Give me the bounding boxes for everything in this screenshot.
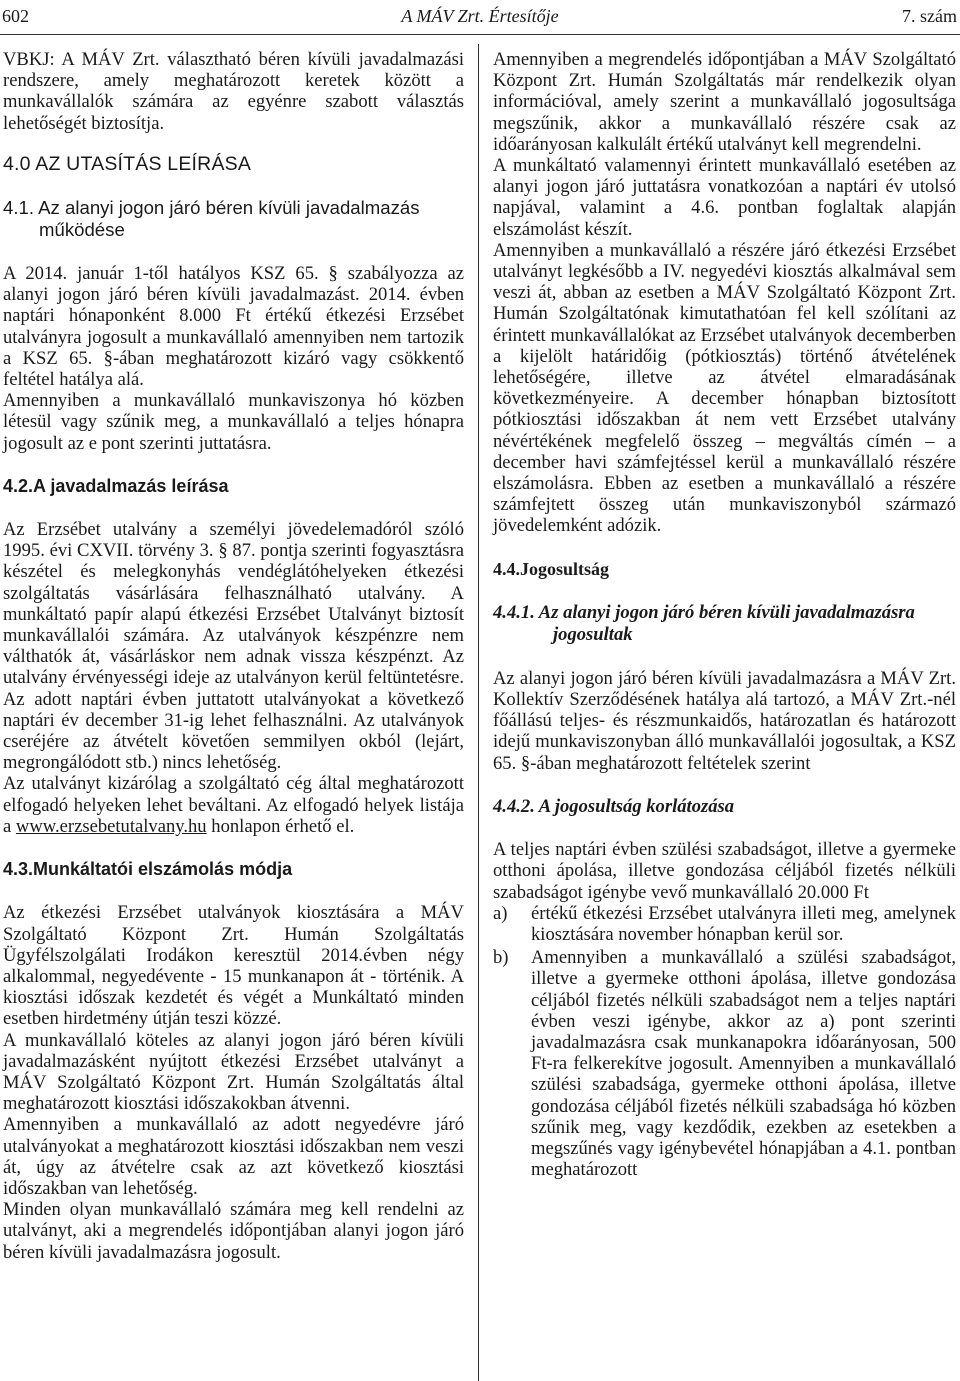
left-column: [3, 49, 464, 1263]
paragraph: Amennyiben a megrendelés időpontjában a MÁV Szolgáltató Központ Zrt. Humán Szolgáltatás már rendelkezik olyan információval, amely szerint a munkavállaló jogosultsága megszűnik, akkor a munkavállaló részére csak az időarányosan kalkulált értékű utalványt kell megrendelni.: [493, 49, 956, 155]
text-span: Az utalványt kizárólag a szolgáltató cég által meghatározott elfogadó helyeken lehet beváltani. Az elfogadó helyek listája a: [3, 773, 464, 837]
intro-paragraph: VBKJ: A MÁV Zrt. választható béren kívüli javadalmazási rendszere, amely meghatározott keretek között a munkavállalók számára az egyénre szabott választás lehetőségét biztosítja.: [3, 49, 464, 134]
journal-title: A MÁV Zrt. Értesítője: [401, 6, 559, 26]
section-heading-4-3: 4.3.Munkáltatói elszámolás módja: [3, 859, 293, 880]
section-heading-4-0: 4.0 AZ UTASÍTÁS LEÍRÁSA: [3, 152, 252, 175]
section-heading-4-4: 4.4.Jogosultság: [493, 558, 610, 579]
paragraph: Minden olyan munkavállaló számára meg kell rendelni az utalványt, aki a megrendelés időpontjában alanyi jogon járó béren kívüli javadalmazásra jogosult.: [3, 1199, 464, 1263]
column-divider: [478, 44, 479, 1381]
list-item: [493, 947, 956, 1180]
paragraph: A munkavállaló köteles az alanyi jogon járó béren kívüli javadalmazásként nyújtott étkezési Erzsébet utalványt a MÁV Szolgáltató Központ Zrt. Humán Szolgáltatás által meghatározott kiosztási időszakokban átvenni.: [3, 1029, 464, 1115]
paragraph: Az alanyi jogon járó béren kívüli javadalmazásra a MÁV Zrt. Kollektív Szerződésének hatálya alá tartozó, a MÁV Zrt.-nél főállású teljes- és részmunkaidős, határozatlan és határozott idejű munkaviszonyban álló munkavállalói jogosultak, a KSZ 65. §-ában meghatározott feltételek szerint: [493, 667, 956, 774]
list-marker: a): [493, 902, 508, 924]
paragraph: Amennyiben a munkavállaló a részére járó étkezési Erzsébet utalványt legkésőbb a IV. negyedévi kiosztás alkalmával sem veszi át, abban az esetben a MÁV Szolgáltató Központ Zrt. Humán Szolgáltatónak kimutathatóan fel kell szólítani az érintett munkavállalókat az Erzsébet utalványok decemberben a kijelölt határidőig (pótkiosztás) történő átvételének lehetőségére, illetve az átvétel elmaradásának következményeire. A december hónapban biztosított pótkiosztási időszakban át nem vett Erzsébet utalvány névértékének megfelelő összeg – megváltás címén – a december havi számfejtéssel kerül a munkavállaló részére elszámolásra. Ebben az esetben a munkavállaló a részére számfejtett összeg után munkaviszonyból származó jövedelemként adózik.: [493, 239, 956, 537]
paragraph: A teljes naptári évben szülési szabadságot, illetve a gyermeke otthoni ápolása, illetve gondozása céljából fizetés nélküli szabadságot igénybe vevő munkavállaló 20.000 Ft: [493, 839, 956, 903]
paragraph: Az Erzsébet utalvány a személyi jövedelemadóról szóló 1995. évi CXVII. törvény 3. § 87. pontja szerinti fogyasztásra készétel és melegkonyhás vendéglátóhelyeken étkezési szolgáltatás vásárlására felhasználható utalvány. A munkáltató papír alapú étkezési Erzsébet Utalványt biztosít munkavállalói számára. Az utalványok készpénzre nem válthatók át, vásárláskor nem adnak vissza készpénzt. Az utalvány érvényességi ideje az utalványon kerül feltüntetésre. Az adott naptári évben juttatott utalványokat a következő naptári év december 31-ig lehet felhasználni. Az utalványok cseréjére az átvételt követően semmilyen okból (lejárt, megrongálódott stb.) nincs lehetőség.: [3, 519, 464, 774]
issue-number: 7. szám: [902, 6, 957, 26]
paragraph: A 2014. január 1-től hatályos KSZ 65. § szabályozza az alanyi jogon járó béren kívüli javadalmazást. 2014. évben naptári hónaponként 8.000 Ft értékű étkezési Erzsébet utalványra jogosult a munkavállaló amennyiben nem tartozik a KSZ 65. §-ában meghatározott kizáró vagy csökkentő feltétel hatálya alá.: [3, 263, 464, 391]
paragraph: [3, 773, 464, 837]
text-span: honlapon érhető el.: [211, 815, 355, 837]
condition-list: [493, 903, 956, 1181]
paragraph: Amennyiben a munkavállaló az adott negyedévre járó utalványokat a meghatározott kiosztási időszakban nem veszi át, úgy az átvételre csak az azt következő kiosztási időszakban van lehetőség.: [3, 1114, 464, 1199]
right-column: [493, 49, 956, 1180]
list-marker: b): [493, 947, 509, 969]
section-heading-4-4-2: 4.4.2. A jogosultság korlátozása: [493, 795, 735, 817]
section-heading-4-2: 4.2.A javadalmazás leírása: [3, 475, 229, 496]
page-number: 602: [2, 6, 29, 26]
header-rule: [0, 34, 960, 35]
paragraph: Az étkezési Erzsébet utalványok kiosztására a MÁV Szolgáltató Központ Zrt. Humán Szolgáltatás Ügyfélszolgálati Irodákon keresztül 2014.évben négy alkalommal, negyedévente - 15 munkanapon át - történik. A kiosztási időszak kezdetét és végét a Munkáltató minden esetben hirdetmény útján teszi közzé.: [3, 902, 464, 1030]
section-heading-4-4-1: 4.4.1. Az alanyi jogon járó béren kívüli javadalmazásra jogosultak: [493, 601, 915, 645]
paragraph: Amennyiben a munkavállaló munkaviszonya hó közben létesül vagy szűnik meg, a munkavállaló a teljes hónapra jogosult az e pont szerinti juttatásra.: [3, 390, 464, 454]
list-item: [493, 903, 956, 945]
website-link[interactable]: www.erzsebetutalvany.hu: [15, 815, 207, 837]
paragraph: A munkáltató valamennyi érintett munkavállaló esetében az alanyi jogon járó juttatásra vonatkozóan a naptári év utolsó napjával, valamint a 4.6. pontban foglaltak alapján elszámolást készít.: [493, 155, 956, 240]
section-heading-4-1: 4.1. Az alanyi jogon járó béren kívüli javadalmazás működése: [3, 197, 420, 241]
page-header: [0, 0, 960, 36]
list-item-text: értékű étkezési Erzsébet utalványra illeti meg, amelynek kiosztására november hónapban kerül sor.: [531, 902, 956, 945]
list-item-text: Amennyiben a munkavállaló a szülési szabadságot, illetve a gyermeke otthoni ápolása, illetve gondozása céljából fizetés nélküli szabadságot nem a teljes naptári évben veszi igénybe, akkor az a) pont szerinti javadalmazásra csak munkanapokra időarányosan, 500 Ft-ra felkerekítve jogosult. Amennyiben a munkavállaló szülési szabadsága, gyermeke otthoni ápolása, illetve gondozása céljából fizetés nélküli szabadsága hó közben szűnik meg, vagy kezdődik, ezekben az esetekben a megszűnés vagy igénybevétel hónapjában a 4.1. pontban meghatározott: [531, 947, 956, 1181]
